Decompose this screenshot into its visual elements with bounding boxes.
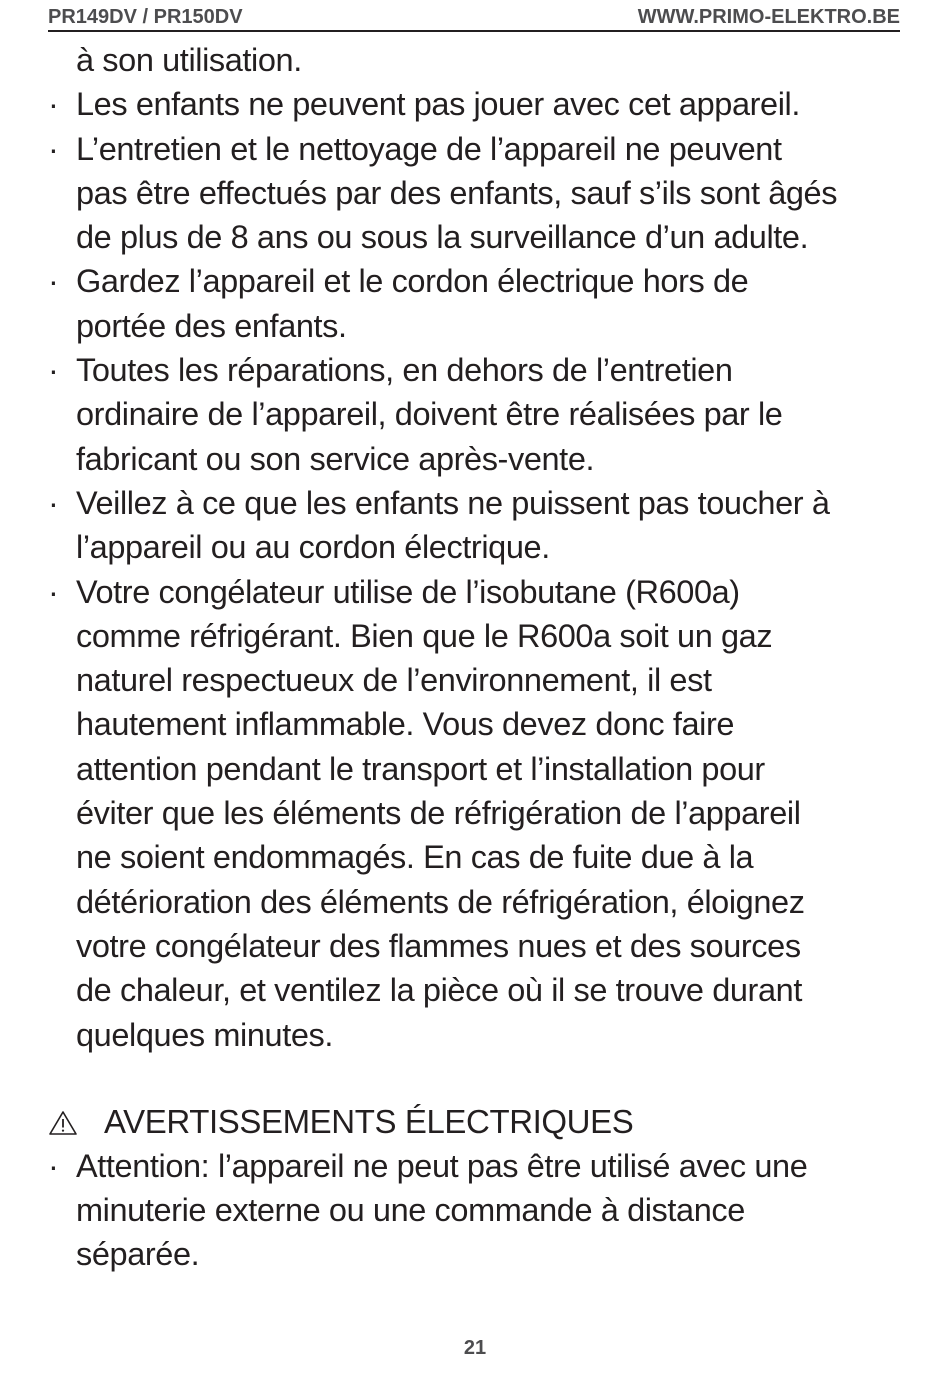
bullet-dot: · bbox=[48, 573, 59, 610]
list-item-line: L’entretien et le nettoyage de l’appareil ne peuvent bbox=[76, 130, 782, 167]
list-item bbox=[48, 82, 900, 126]
list-item-line: quelques minutes. bbox=[76, 1016, 333, 1053]
section-bullet-list bbox=[48, 1144, 900, 1277]
continuation-text: à son utilisation. bbox=[76, 42, 302, 78]
list-item-line: Votre congélateur utilise de l’isobutane (R600a) bbox=[76, 573, 740, 610]
list-item-line: comme réfrigérant. Bien que le R600a soit un gaz bbox=[76, 617, 773, 654]
bullet-dot: · bbox=[48, 484, 59, 521]
list-item-line: pas être effectués par des enfants, sauf s’ils sont âgés bbox=[76, 174, 838, 211]
list-item bbox=[48, 1144, 900, 1277]
list-item-line: de chaleur, et ventilez la pièce où il se trouve durant bbox=[76, 972, 802, 1009]
list-item-line: éviter que les éléments de réfrigération de l’appareil bbox=[76, 795, 801, 832]
list-item-line: hautement inflammable. Vous devez donc faire bbox=[76, 706, 735, 743]
list-item-line: Attention: l’appareil ne peut pas être utilisé avec une bbox=[76, 1147, 808, 1184]
list-item-line: de plus de 8 ans ou sous la surveillance d’un adulte. bbox=[76, 219, 809, 256]
list-item-line: fabricant ou son service après-vente. bbox=[76, 440, 595, 477]
bullet-dot: · bbox=[48, 130, 59, 167]
page-header bbox=[48, 4, 900, 32]
warning-triangle-icon bbox=[48, 1110, 78, 1136]
list-item-line: attention pendant le transport et l’installation pour bbox=[76, 750, 765, 787]
list-item-line: portée des enfants. bbox=[76, 307, 347, 344]
list-item bbox=[48, 259, 900, 348]
bullet-dot: · bbox=[48, 86, 59, 123]
bullet-dot: · bbox=[48, 263, 59, 300]
list-item-line: Veillez à ce que les enfants ne puissent pas toucher à bbox=[76, 484, 830, 521]
list-item-line: l’appareil ou au cordon électrique. bbox=[76, 529, 550, 566]
bullet-list bbox=[48, 82, 900, 1057]
list-item bbox=[48, 570, 900, 1057]
list-item bbox=[48, 127, 900, 260]
list-item-line: ne soient endommagés. En cas de fuite due à la bbox=[76, 839, 754, 876]
list-item bbox=[48, 481, 900, 570]
list-item-line: ordinaire de l’appareil, doivent être réalisées par le bbox=[76, 396, 783, 433]
section-title: AVERTISSEMENTS ÉLECTRIQUES bbox=[104, 1102, 634, 1140]
list-item-line: Gardez l’appareil et le cordon électrique hors de bbox=[76, 263, 749, 300]
list-item bbox=[48, 348, 900, 481]
list-item-line: minuterie externe ou une commande à distance bbox=[76, 1192, 745, 1229]
list-item-line: Les enfants ne peuvent pas jouer avec cet appareil. bbox=[76, 86, 800, 123]
page-number: 21 bbox=[463, 1337, 487, 1359]
list-item-line: votre congélateur des flammes nues et des sources bbox=[76, 927, 801, 964]
list-item-line: naturel respectueux de l’environnement, il est bbox=[76, 662, 712, 699]
list-item-line: détérioration des éléments de réfrigération, éloignez bbox=[76, 883, 805, 920]
list-item-line: Toutes les réparations, en dehors de l’entretien bbox=[76, 352, 733, 389]
list-item-line: séparée. bbox=[76, 1236, 200, 1273]
bullet-dot: · bbox=[48, 1147, 59, 1184]
bullet-dot: · bbox=[48, 352, 59, 389]
model-number: PR149DV / PR150DV bbox=[48, 6, 243, 28]
section-heading bbox=[48, 1100, 900, 1144]
website-url: WWW.PRIMO-ELEKTRO.BE bbox=[637, 6, 900, 28]
page-content bbox=[48, 38, 900, 1277]
